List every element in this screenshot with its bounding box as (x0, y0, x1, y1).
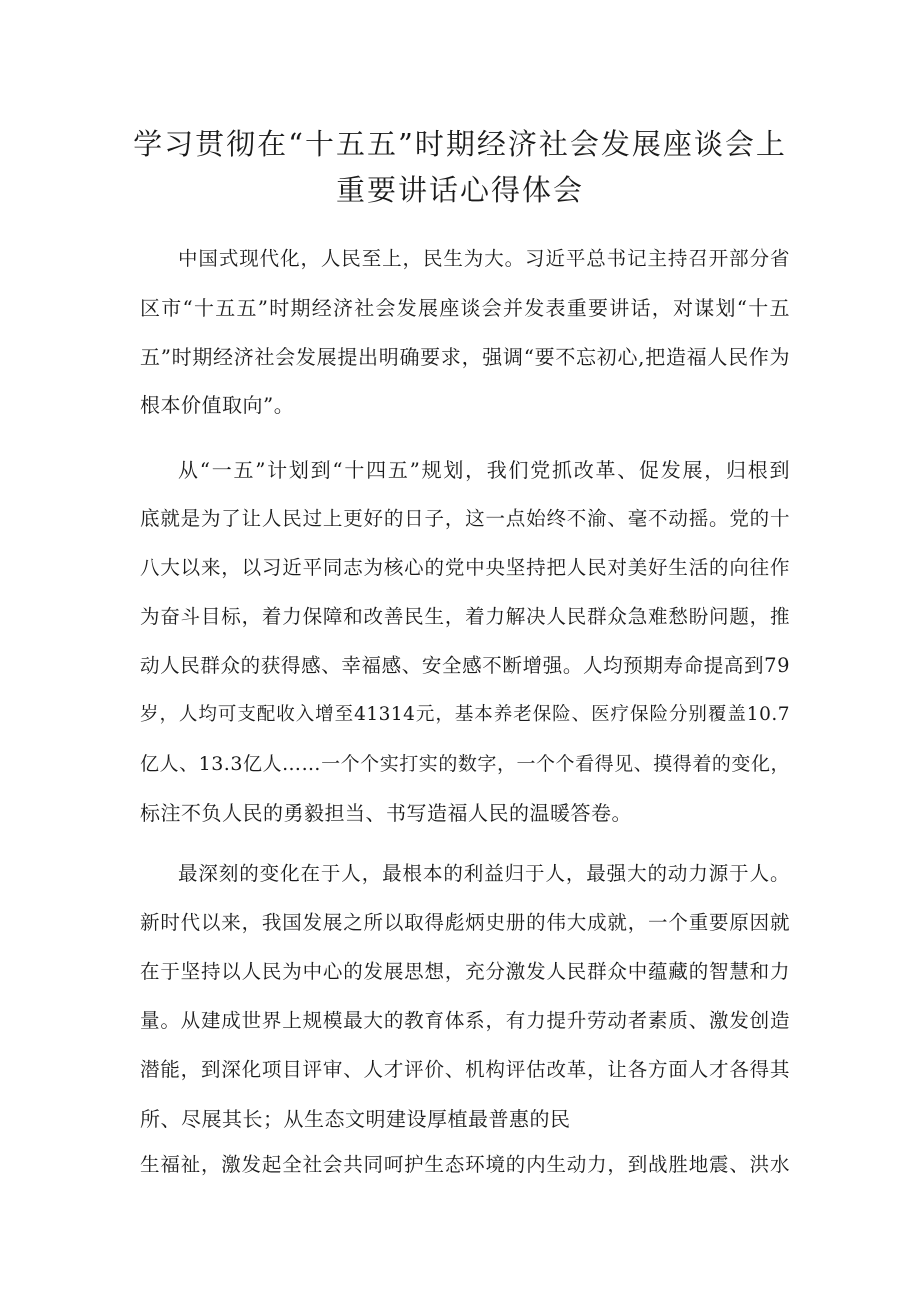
paragraph-1-line-2: 区市“十五五”时期经济社会发展座谈会并发表重要讲话，对谋划“十五 (140, 296, 790, 320)
paragraph-3-line-5: 潜能，到深化项目评审、人才评价、机构评估改革，让各方面人才各得其 (140, 1058, 790, 1081)
paragraph-3-line-2: 新时代以来，我国发展之所以取得彪炳史册的伟大成就，一个重要原因就 (140, 911, 790, 934)
paragraph-2-line-7: 亿人、13.3亿人……一个个实打实的数字，一个个看得见、摸得着的变化， (140, 753, 790, 775)
paragraph-2-line-1: 从“一五”计划到“十四五”规划，我们党抓改革、促发展，归根到 (178, 458, 790, 482)
paragraph-1-line-3: 五”时期经济社会发展提出明确要求，强调“要不忘初心,把造福人民作为 (140, 345, 790, 369)
paragraph-2-line-5: 动人民群众的获得感、幸福感、安全感不断增强。人均预期寿命提高到79 (140, 654, 790, 677)
paragraph-1-line-4: 根本价值取向”。 (140, 393, 295, 417)
document-title-line-1: 学习贯彻在“十五五”时期经济社会发展座谈会上 (133, 127, 787, 161)
paragraph-1-line-1: 中国式现代化，人民至上，民生为大。习近平总书记主持召开部分省 (178, 247, 790, 270)
paragraph-2-line-8: 标注不负人民的勇毅担当、书写造福人民的温暖答卷。 (140, 801, 632, 825)
paragraph-3-line-7: 生福祉，激发起全社会共同呵护生态环境的内生动力，到战胜地震、洪水 (140, 1153, 790, 1176)
paragraph-3-line-3: 在于坚持以人民为中心的发展思想，充分激发人民群众中蕴藏的智慧和力 (140, 960, 790, 983)
paragraph-3-line-1: 最深刻的变化在于人，最根本的利益归于人，最强大的动力源于人。 (178, 862, 790, 885)
paragraph-2-line-2: 底就是为了让人民过上更好的日子，这一点始终不渝、毫不动摇。党的十 (140, 507, 790, 530)
paragraph-2-line-6: 岁，人均可支配收入增至41314元，基本养老保险、医疗保险分别覆盖10.7 (140, 704, 790, 725)
paragraph-3-line-4: 量。从建成世界上规模最大的教育体系，有力提升劳动者素质、激发创造 (140, 1009, 790, 1032)
paragraph-2-line-4: 为奋斗目标，着力保障和改善民生，着力解决人民群众急难愁盼问题，推 (140, 605, 790, 628)
paragraph-3-line-6: 所、尽展其长；从生态文明建设厚植最普惠的民 (140, 1107, 571, 1131)
paragraph-2-line-3: 八大以来，以习近平同志为核心的党中央坚持把人民对美好生活的向往作 (140, 556, 790, 579)
document-title-line-2: 重要讲话心得体会 (335, 173, 584, 207)
